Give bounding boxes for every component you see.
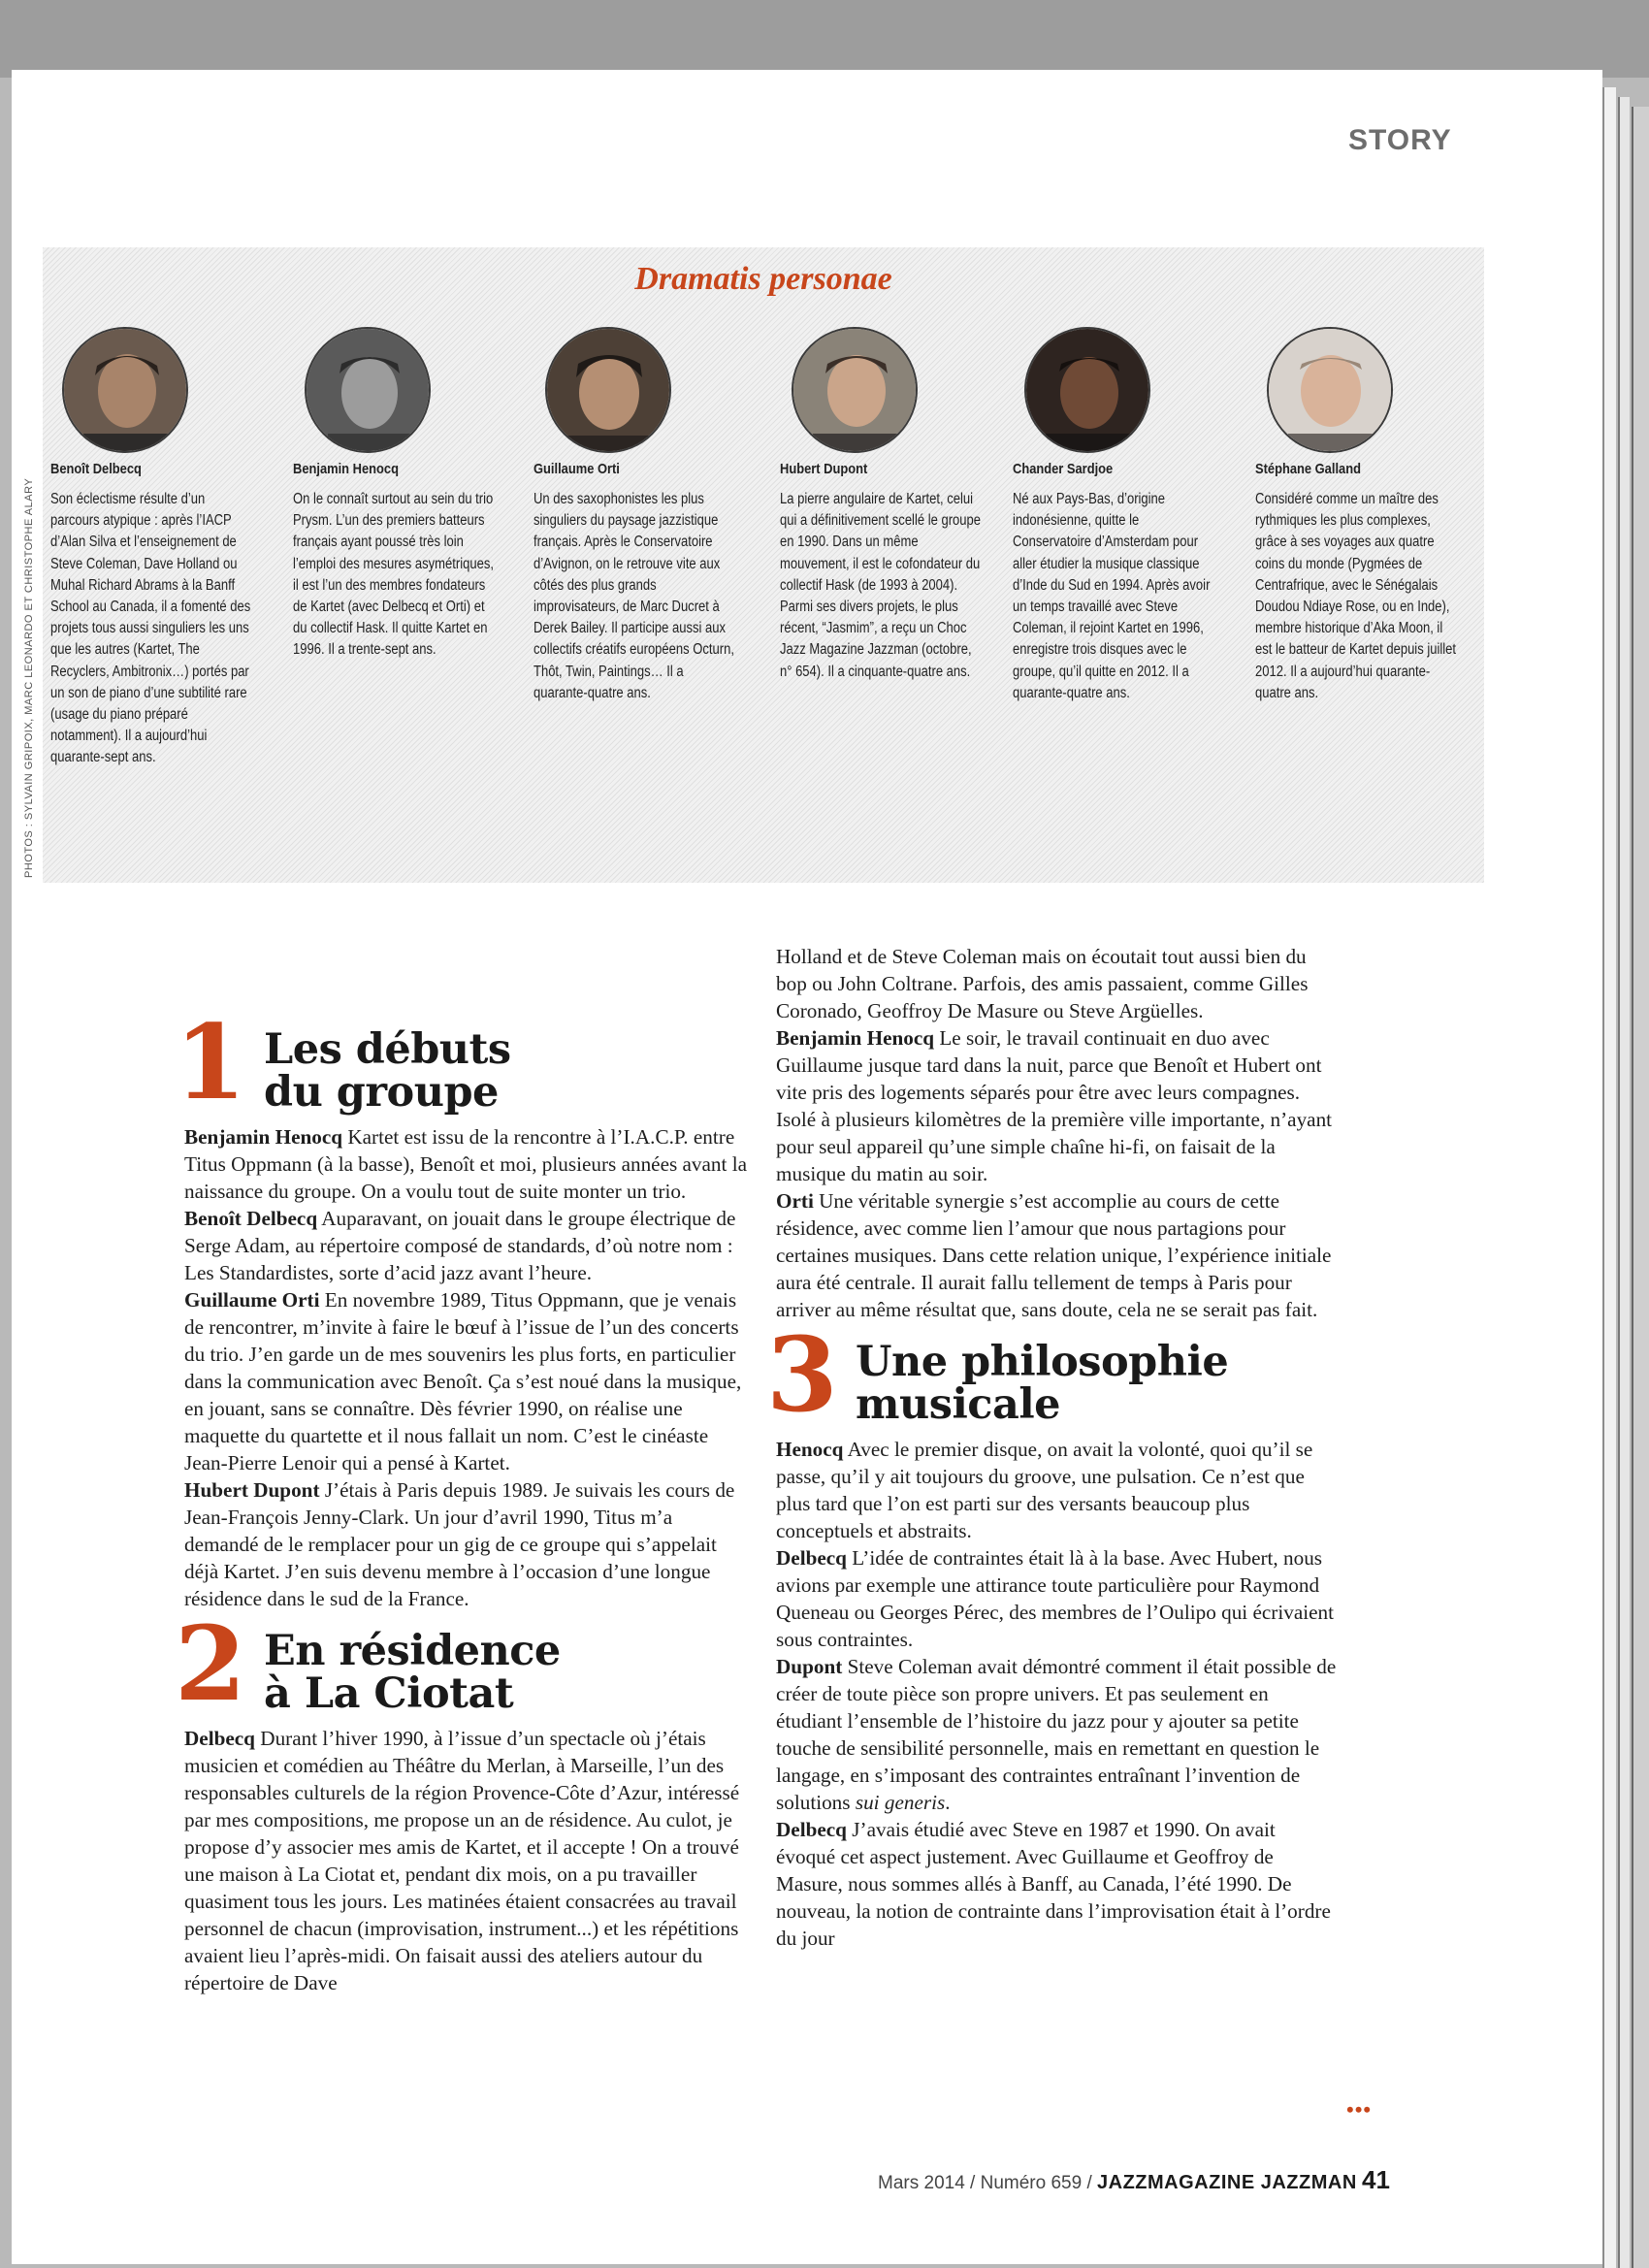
issue-info: Mars 2014 / Numéro 659 / (878, 2173, 1097, 2193)
continued-marker: ••• (1346, 2097, 1373, 2122)
person-card (1255, 327, 1469, 704)
person-card (534, 327, 747, 704)
interview-paragraph: Henocq Avec le premier disque, on avait la volonté, quoi qu’il se passe, qu’il y ait toujours du groove, une pulsation. Ce n’est que plus tard que l’on est parti sur des versants beaucoup plus conceptuels et abstraits. (776, 1438, 1313, 1542)
portrait-photo (62, 327, 188, 453)
interview-paragraph: Delbecq J’avais étudié avec Steve en 1987 et 1990. On avait évoqué cet aspect justement. Avec Guillaume et Geoffroy de Masure, nous sommes allés à Banff, au Canada, l’été 1990. De nouveau, la notion de contrainte dans l’improvisation était à l’ordre du jour (776, 1818, 1331, 1950)
dramatis-personae-box (43, 247, 1484, 883)
speaker-name: Hubert Dupont (184, 1478, 320, 1502)
person-name: Chander Sardjoe (1013, 461, 1114, 477)
person-name: Benjamin Henocq (293, 461, 399, 477)
section-title: En résidence à La Ciotat (264, 1627, 561, 1718)
section-number: 1 (175, 1001, 246, 1122)
person-bio: Son éclectisme résulte d’un parcours atypique : après l’IACP d’Alan Silva et l’enseignement de Steve Coleman, Dave Holland ou Muhal Richard Abrams à la Banff School au Canada, il a fomenté des projets tous aussi singuliers les uns que les autres (Kartet, The Recyclers, Ambitronix…) portés par un son de piano d’une subtilité rare (usage du piano préparé notamment). Il a aujourd’hui quarante-sept ans. (50, 491, 251, 766)
person-name: Hubert Dupont (780, 461, 868, 477)
section-heading (766, 1313, 1339, 1435)
person-card (50, 327, 264, 769)
person-card (780, 327, 993, 683)
interview-paragraph: Dupont Steve Coleman avait démontré comment il était possible de créer de toute pièce son propre univers. Et pas seulement en étudiant l’ensemble de l’histoire du jazz pour y ajouter sa petite touche de sensibilité personnelle, mais en remettant en question le langage, en s’imposant des contraintes entraînant l’invention de solutions sui generis. (776, 1655, 1337, 1814)
speaker-name: Delbecq (776, 1546, 847, 1570)
cast-title: Dramatis personae (634, 261, 892, 297)
person-card (1013, 327, 1226, 704)
speaker-name: Orti (776, 1189, 814, 1213)
page-edge (1632, 107, 1649, 2268)
person-bio: On le connaît surtout au sein du trio Prysm. L’un des premiers batteurs français ayant poussé très loin l’emploi des mesures asymétriques, il est l’un des membres fondateurs de Kartet (avec Delbecq et Orti) et du collectif Hask. Il quitte Kartet en 1996. Il a trente-sept ans. (293, 491, 494, 659)
section-label: STORY (1348, 124, 1452, 156)
interview-paragraph: Guillaume Orti En novembre 1989, Titus Oppmann, que je venais de rencontrer, m’invite à faire le bœuf à l’issue de l’un des concerts du trio. J’en garde un de mes souvenirs les plus forts, en particulier dans la communication avec Benoît. Ça s’est noué dans la musique, en jouant, sans se connaître. Dès février 1990, on réalise une maquette du quartette et il nous fallait un nom. C’est le cinéaste Jean-Pierre Lenoir qui a pensé à Kartet. (184, 1288, 742, 1474)
page-edge (1618, 97, 1630, 2268)
page-number: 41 (1362, 2165, 1390, 2194)
photo-credit: PHOTOS : SYLVAIN GRIPOIX, MARC LEONARDO ET CHRISTOPHE ALARY (23, 477, 35, 878)
portrait-photo (545, 327, 671, 453)
section-title: Une philosophie musicale (856, 1338, 1229, 1429)
portrait-photo (1267, 327, 1393, 453)
person-name: Guillaume Orti (534, 461, 620, 477)
page-edge (1602, 87, 1616, 2268)
magazine-name: JAZZMAGAZINE JAZZMAN (1097, 2172, 1357, 2193)
portrait-photo (305, 327, 431, 453)
portrait-photo (1024, 327, 1150, 453)
interview-paragraph: Benoît Delbecq Auparavant, on jouait dans le groupe électrique de Serge Adam, au répertoire composé de standards, d’où notre nom : Les Standardistes, sorte d’acid jazz avant l’heure. (184, 1207, 736, 1284)
speaker-name: Guillaume Orti (184, 1288, 320, 1312)
section-heading (175, 1603, 747, 1724)
article-column-right (766, 943, 1339, 1952)
person-bio: Né aux Pays-Bas, d’origine indonésienne, quitte le Conservatoire d’Amsterdam pour aller étudier la musique classique d’Inde du Sud en 1994. Après avoir un temps travaillé avec Steve Coleman, il rejoint Kartet en 1996, enregistre trois disques avec le groupe, qu’il quitte en 2012. Il a quarante-quatre ans. (1013, 491, 1211, 701)
person-card (293, 327, 506, 662)
speaker-name: Henocq (776, 1438, 844, 1461)
interview-paragraph: Benjamin Henocq Kartet est issu de la rencontre à l’I.A.C.P. entre Titus Oppmann (à la basse), Benoît et moi, plusieurs années avant la naissance du groupe. On a voulu tout de suite monter un trio. (184, 1125, 747, 1203)
person-bio: La pierre angulaire de Kartet, celui qui a définitivement scellé le groupe en 1990. Dans un même mouvement, il est le cofondateur du collectif Hask (de 1993 à 2004). Parmi ses divers projets, le plus récent, “Jasmim”, a reçu un Choc Jazz Magazine Jazzman (octobre, n° 654). Il a cinquante-quatre ans. (780, 491, 982, 680)
interview-paragraph: Benjamin Henocq Le soir, le travail continuait en duo avec Guillaume jusque tard dans la nuit, parce que Benoît et Hubert ont vite pris des logements séparés pour être avec leurs compagnes. Isolé à plusieurs kilomètres de la première ville importante, n’ayant pour seul appareil qu’une simple chaîne hi-fi, on faisait de la musique du matin au soir. (776, 1026, 1333, 1185)
person-name: Benoît Delbecq (50, 461, 142, 477)
person-bio: Un des saxophonistes les plus singuliers du paysage jazzistique français. Après le Conservatoire d’Avignon, on le retrouve vite aux côtés des plus grands improvisateurs, de Marc Ducret à Derek Bailey. Il participe aussi aux collectifs créatifs européens Octurn, Thôt, Twin, Paintings… Il a quarante-quatre ans. (534, 491, 734, 701)
section-number: 2 (175, 1603, 246, 1724)
section-number: 3 (766, 1313, 838, 1435)
article-column-left (175, 1001, 747, 1996)
speaker-name: Dupont (776, 1655, 843, 1678)
person-bio: Considéré comme un maître des rythmiques les plus complexes, grâce à ses voyages aux quatre coins du monde (Pygmées de Centrafrique, avec le Sénégalais Doudou Ndiaye Rose, ou en Inde), membre historique d’Aka Moon, il est le batteur de Kartet depuis juillet 2012. Il a aujourd’hui quarante-quatre ans. (1255, 491, 1457, 701)
scanner-background-top (0, 0, 1649, 78)
interview-paragraph: Hubert Dupont J’étais à Paris depuis 1989. Je suivais les cours de Jean-François Jenny-Clark. Un jour d’avril 1990, Titus m’a demandé de le remplacer pour un gig de ce groupe qui s’appelait déjà Kartet. J’en suis devenu membre à l’occasion d’une longue résidence dans le sud de la France. (184, 1478, 735, 1610)
speaker-name: Benjamin Henocq (184, 1125, 343, 1149)
person-name: Stéphane Galland (1255, 461, 1361, 477)
interview-paragraph: Holland et de Steve Coleman mais on écoutait tout aussi bien du bop ou John Coltrane. Parfois, des amis passaient, comme Gilles Coronado, Geoffroy De Masure ou Steve Argüelles. (776, 945, 1309, 1022)
speaker-name: Delbecq (184, 1727, 255, 1750)
section-heading (175, 1001, 747, 1122)
speaker-name: Delbecq (776, 1818, 847, 1841)
interview-paragraph: Delbecq Durant l’hiver 1990, à l’issue d’un spectacle où j’étais musicien et comédien au Théâtre du Merlan, à Marseille, l’un des responsables culturels de la région Provence-Côte d’Azur, intéressé par mes compositions, me propose un an de résidence. Au culot, je propose d’y associer mes amis de Kartet, et il accepte ! On a trouvé une maison à La Ciotat et, pendant dix mois, on a pu travailler quasiment tous les jours. Les matinées étaient consacrées au travail personnel de chacun (improvisation, instrument...) et les répétitions avaient lieu l’après-midi. On faisait aussi des ateliers autour du répertoire de Dave (184, 1727, 740, 1994)
interview-paragraph: Orti Une véritable synergie s’est accomplie au cours de cette résidence, avec comme lien l’amour que nous partagions pour certaines musiques. Dans cette relation unique, l’expérience initiale aura été centrale. Il aurait fallu tellement de temps à Paris pour arriver au même résultat que, sans doute, cela ne se serait pas fait. (776, 1189, 1332, 1321)
speaker-name: Benoît Delbecq (184, 1207, 318, 1230)
speaker-name: Benjamin Henocq (776, 1026, 935, 1050)
portrait-photo (792, 327, 918, 453)
interview-paragraph: Delbecq L’idée de contraintes était là à la base. Avec Hubert, nous avions par exemple une attirance toute particulière pour Raymond Queneau ou Georges Pérec, des membres de l’Oulipo qui écrivaient sous contraintes. (776, 1546, 1335, 1651)
section-title: Les débuts du groupe (264, 1025, 511, 1117)
page-footer (878, 2165, 1390, 2195)
